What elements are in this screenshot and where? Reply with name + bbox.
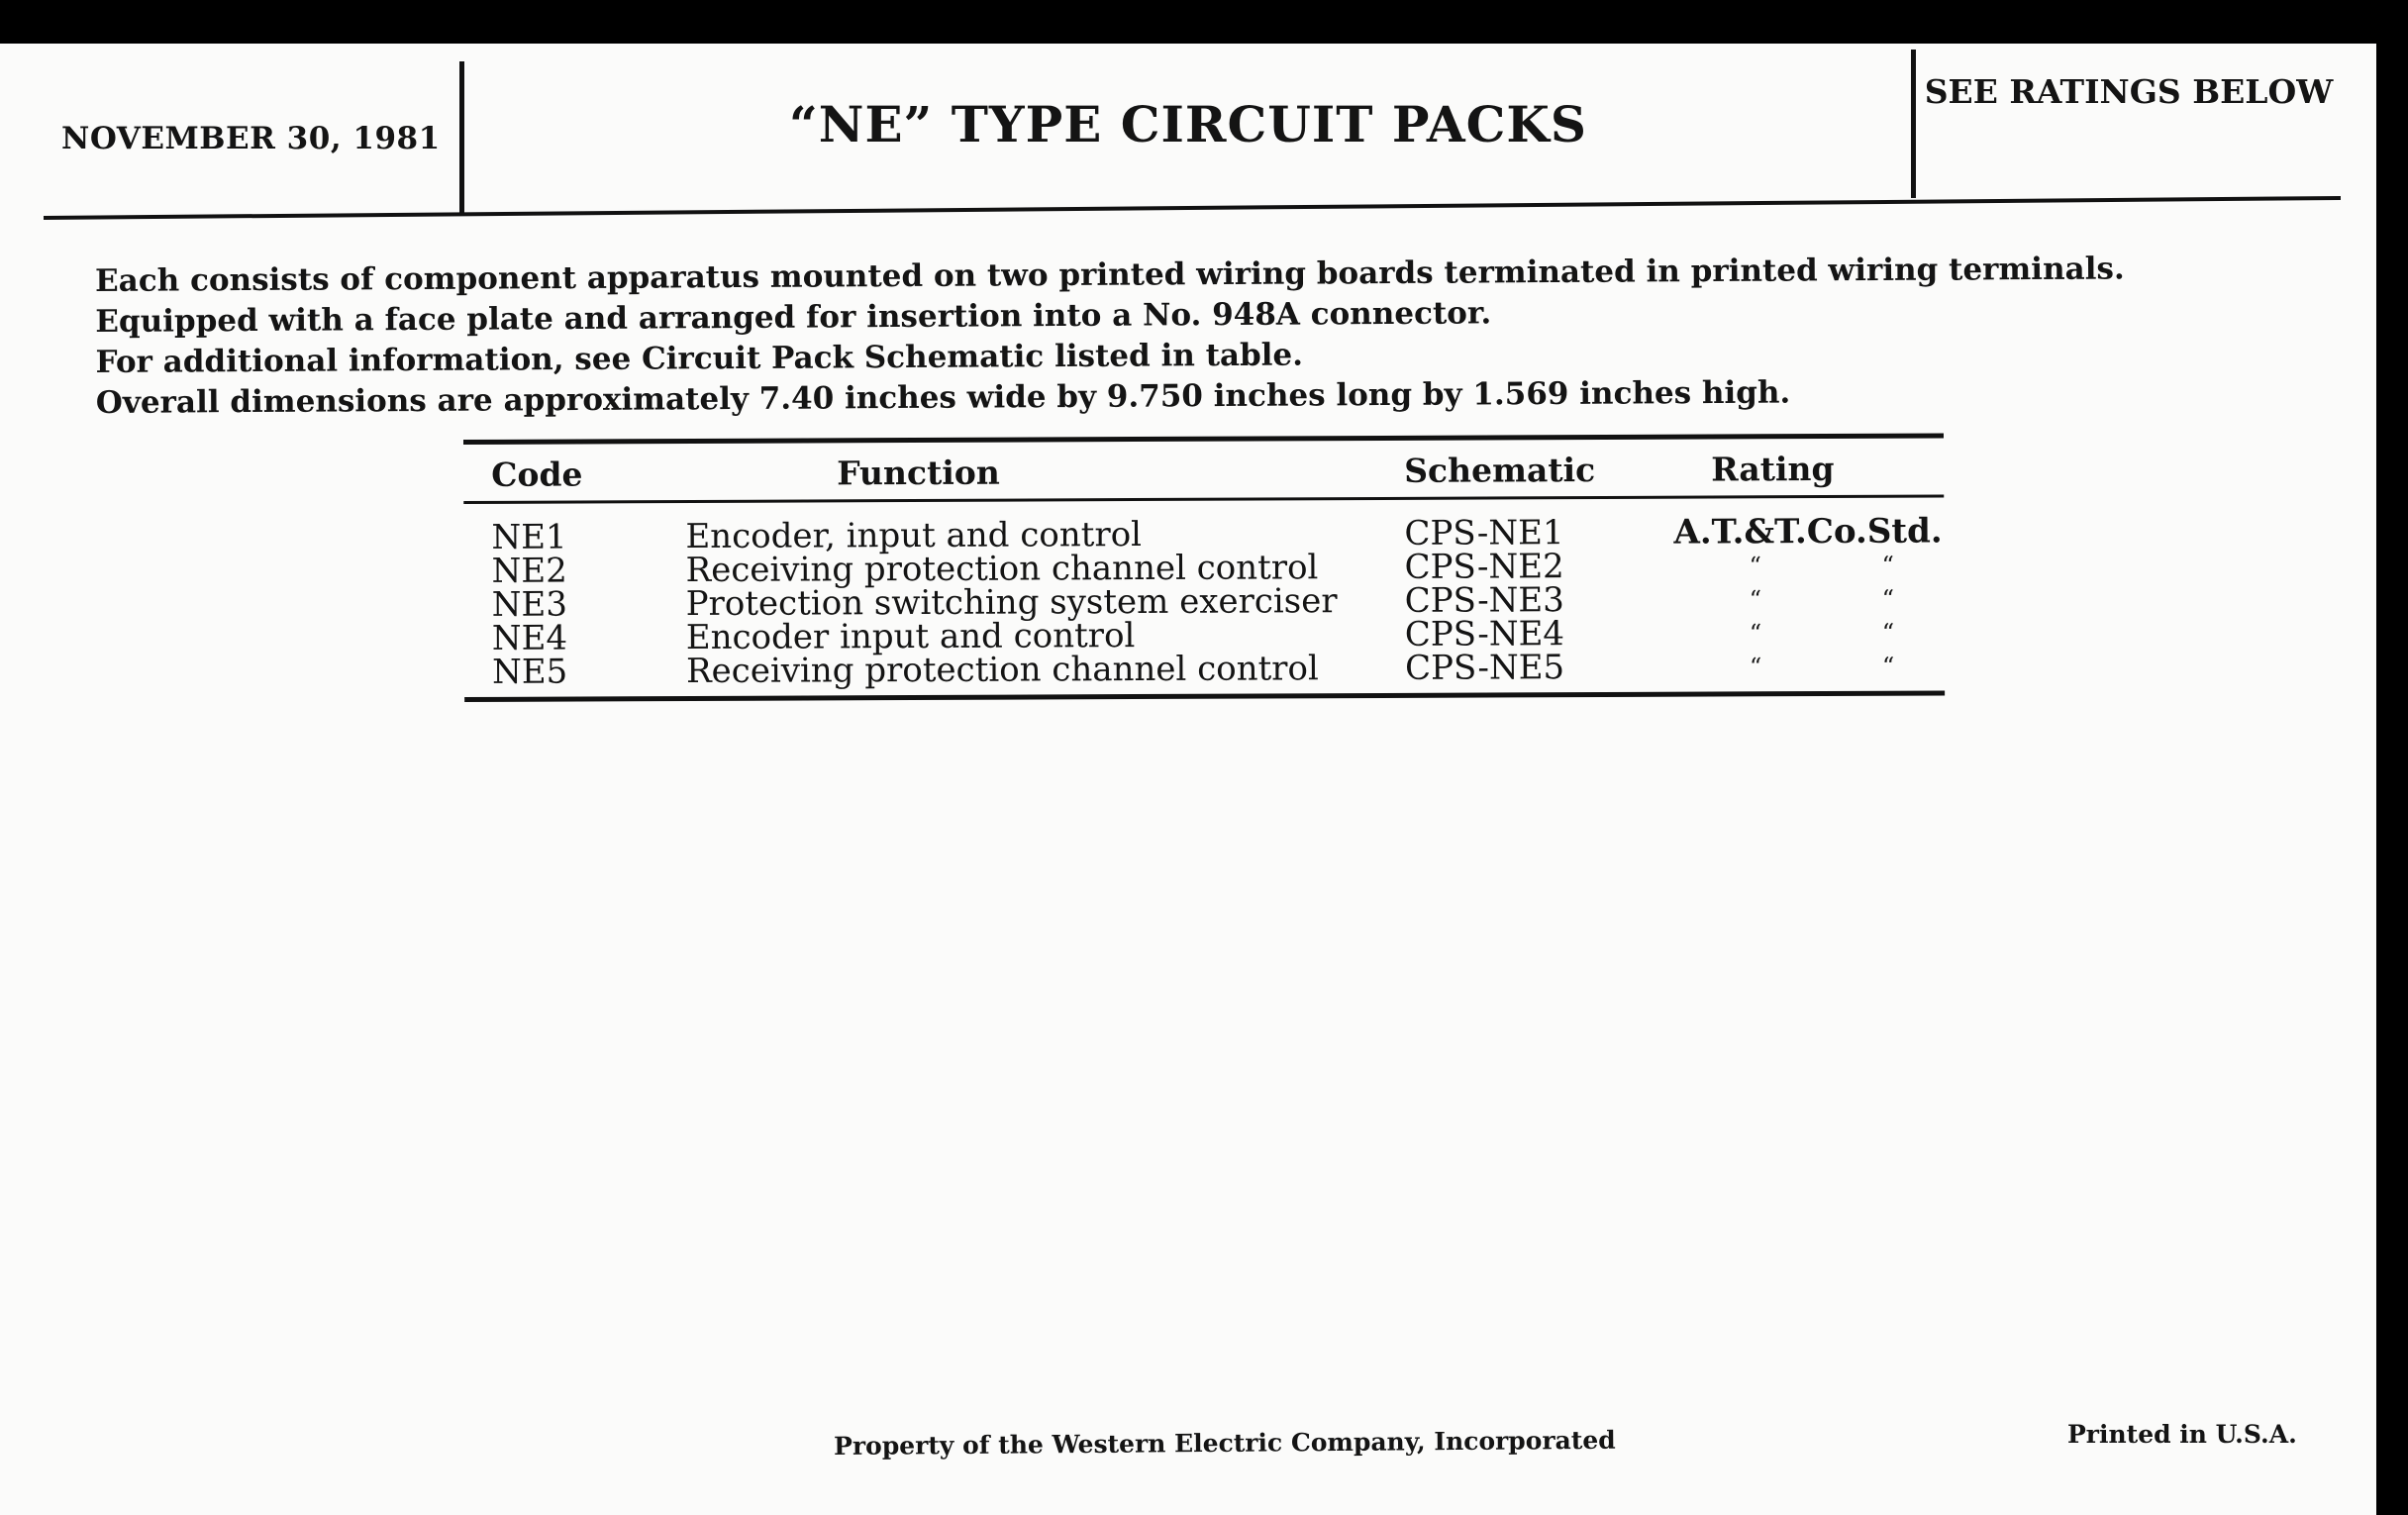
column-header-code: Code	[491, 454, 583, 494]
cell-schematic: CPS-NE3	[1404, 580, 1564, 621]
cell-function: Encoder input and control	[685, 616, 1136, 658]
description-line: Equipped with a face plate and arranged for insertion into a No. 948A connector.	[95, 295, 1492, 340]
cell-code: NE3	[491, 584, 568, 625]
cell-schematic: CPS-NE2	[1404, 547, 1564, 587]
column-header-schematic: Schematic	[1404, 451, 1596, 490]
cell-function: Receiving protection channel control	[685, 548, 1319, 591]
description-line: Each consists of component apparatus mounted on two printed wiring boards terminated in printed wiring terminals.	[95, 251, 2125, 299]
ditto-mark: “	[1881, 652, 1895, 680]
table-header-rule	[463, 494, 1944, 504]
cell-rating: A.T.&T.Co.Std.	[1673, 511, 1943, 553]
ditto-mark: “	[1749, 653, 1762, 681]
table-row	[464, 649, 1945, 690]
ditto-mark: “	[1881, 584, 1895, 613]
ditto-mark: “	[1881, 551, 1894, 579]
circuit-pack-table	[463, 433, 1945, 707]
cell-function: Encoder, input and control	[685, 515, 1143, 557]
cell-function: Receiving protection channel control	[685, 649, 1319, 692]
cell-function: Protection switching system exerciser	[685, 581, 1338, 625]
ditto-mark: “	[1749, 619, 1762, 648]
column-header-rating: Rating	[1711, 449, 1835, 489]
cell-schematic: CPS-NE5	[1404, 648, 1565, 688]
cell-code: NE5	[491, 652, 568, 692]
ownership-notice: Property of the Western Electric Company, Incorporated	[834, 1425, 1616, 1461]
issue-date: NOVEMBER 30, 1981	[61, 121, 441, 156]
column-header-function: Function	[837, 453, 1000, 493]
ditto-mark: “	[1749, 552, 1761, 580]
printed-notice: Printed in U.S.A.	[2067, 1420, 2297, 1449]
cell-schematic: CPS-NE1	[1404, 513, 1564, 554]
cell-code: NE2	[491, 551, 567, 591]
cell-code: NE1	[491, 517, 567, 557]
page-title: “NE” TYPE CIRCUIT PACKS	[788, 95, 1587, 153]
cell-schematic: CPS-NE4	[1404, 614, 1565, 655]
description-line: Overall dimensions are approximately 7.40 inches wide by 9.750 inches long by 1.569 inches high.	[95, 374, 1791, 421]
table-bottom-rule	[464, 690, 1945, 702]
cell-code: NE4	[491, 618, 568, 658]
ratings-note: SEE RATINGS BELOW	[1924, 72, 2334, 111]
header-divider-right	[1911, 50, 1916, 198]
ditto-mark: “	[1881, 618, 1895, 647]
description-block	[95, 249, 2126, 424]
description-line: For additional information, see Circuit Pack Schematic listed in table.	[95, 337, 1304, 380]
header-rule	[44, 196, 2341, 221]
ditto-mark: “	[1749, 585, 1762, 614]
